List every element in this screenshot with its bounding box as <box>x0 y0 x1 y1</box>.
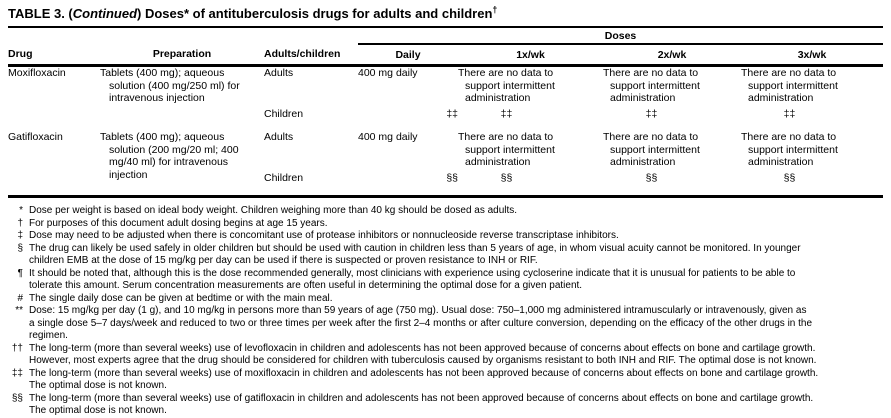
footnote-double-dagger-dagger <box>8 343 883 368</box>
children-label: Children <box>264 171 304 184</box>
footnote-asterisk <box>8 205 883 218</box>
footnote-marker: ** <box>15 305 23 316</box>
footnote-symbol: ‡‡ <box>500 107 513 120</box>
children-2x-footnote-symbol <box>603 169 741 197</box>
footnote-marker: †† <box>11 342 23 354</box>
footnote-marker: § <box>17 242 23 254</box>
footnote-double-asterisk <box>8 305 883 343</box>
children-3x-footnote-symbol <box>741 105 883 132</box>
no-data-text: There are no data to support intermittent administration <box>603 131 700 168</box>
children-daily-footnote-symbol: ‡‡ <box>446 107 458 120</box>
no-data-text: There are no data to support intermittent administration <box>458 131 555 168</box>
column-header-2x-wk: 2x/wk <box>603 44 741 66</box>
footnote-symbol: §§ <box>500 171 513 184</box>
footnote-text: For purposes of this document adult dosing begins at age 15 years. <box>29 217 328 229</box>
doses-table <box>8 30 883 198</box>
footnote-text: The long-term (more than several weeks) use of moxifloxacin in children and adolescents has not been approved because of concerns about effects on bone and cartilage growth. The optimal dose is not known. <box>29 367 819 391</box>
no-data-text: There are no data to support intermittent administration <box>603 67 700 104</box>
footnote-marker: † <box>17 217 23 229</box>
column-header-drug: Drug <box>8 44 100 66</box>
table-title <box>8 4 883 28</box>
no-data-text: There are no data to support intermittent administration <box>741 131 838 168</box>
footnote-symbol: ‡‡ <box>645 107 658 120</box>
title-text-part1: TABLE 3. ( <box>8 6 73 21</box>
daily-dose-value: 400 mg daily <box>358 67 418 79</box>
dose-1x-wk-cell <box>458 131 603 169</box>
children-label: Children <box>264 107 304 120</box>
preparation-text: Tablets (400 mg); aqueous solution (200 mg/20 ml; 400 mg/40 ml) for intravenous injection <box>100 131 239 181</box>
footnote-symbol: §§ <box>645 171 658 184</box>
title-dagger-superscript: † <box>492 4 498 15</box>
dose-3x-wk-cell <box>741 66 883 105</box>
group-header-spacer <box>8 30 358 44</box>
no-data-text: There are no data to support intermittent administration <box>458 67 555 104</box>
title-continued-label: Continued <box>72 6 138 21</box>
footnote-pilcrow <box>8 268 883 293</box>
title-text-part3: ) Doses* of antituberculosis drugs for adults and children <box>137 6 493 21</box>
column-header-daily: Daily <box>358 44 458 66</box>
table-row-moxifloxacin-adults <box>8 66 883 105</box>
column-header-3x-wk: 3x/wk <box>741 44 883 66</box>
dose-2x-wk-cell <box>603 131 741 169</box>
footnote-dagger <box>8 218 883 231</box>
drug-name: Moxifloxacin <box>8 67 66 79</box>
dose-3x-wk-cell <box>741 131 883 169</box>
footnote-symbol: §§ <box>783 171 796 184</box>
footnote-marker: ¶ <box>17 267 23 279</box>
footnote-marker: ‡‡ <box>11 367 23 379</box>
footnote-text: Dose: 15 mg/kg per day (1 g), and 10 mg/kg in persons more than 59 years of age (750 mg). Usual dose: 750–1,000 mg administered intramuscularly or intravenously, given as a single dose 5–7 days/week and reduced to two or three times per week after the first 2–4 months or after culture conversion, depending on the efficacy of the other drugs in the regimen. <box>29 305 813 341</box>
drug-name: Gatifloxacin <box>8 131 63 143</box>
footnote-section-sign <box>8 243 883 268</box>
children-2x-footnote-symbol <box>603 105 741 132</box>
footnote-text: The drug can likely be used safely in older children but should be used with caution in children less than 5 years of age, in whom visual acuity cannot be monitored. In younger children EMB at the dose of 15 mg/kg per day can be used if there is suspected or proven resistance to INH or RIF. <box>29 242 801 266</box>
footnotes-section <box>8 205 883 418</box>
group-header-row <box>8 30 883 44</box>
footnote-text: Dose per weight is based on ideal body weight. Children weighing more than 40 kg should be dosed as adults. <box>29 205 518 216</box>
footnote-double-dagger <box>8 230 883 243</box>
footnote-marker: # <box>17 292 23 304</box>
column-header-adults-children: Adults/children <box>264 44 358 66</box>
footnote-marker: §§ <box>11 392 23 404</box>
adults-label: Adults <box>264 131 294 143</box>
footnote-text: The single daily dose can be given at bedtime or with the main meal. <box>29 292 333 304</box>
footnote-double-double-dagger <box>8 368 883 393</box>
column-header-1x-wk: 1x/wk <box>458 44 603 66</box>
dose-1x-wk-cell <box>458 66 603 105</box>
table-row-gatifloxacin-adults <box>8 131 883 169</box>
doses-group-header: Doses <box>358 30 883 44</box>
footnote-double-section-sign <box>8 393 883 418</box>
footnote-text: It should be noted that, although this is the dose recommended generally, most clinicians with experience using cycloserine indicate that it is unusual for patients to be able to tolerate this amount. Serum concentration measurements are often useful in determining the optimal dose for a given patient. <box>29 267 796 291</box>
children-daily-footnote-symbol: §§ <box>446 171 458 184</box>
preparation-cell <box>100 131 264 197</box>
footnote-marker: * <box>19 205 23 216</box>
footnote-text: Dose may need to be adjusted when there is concomitant use of protease inhibitors or nonnucleoside reverse transcriptase inhibitors. <box>29 230 619 241</box>
preparation-text: Tablets (400 mg); aqueous solution (400 mg/250 ml) for intravenous injection <box>100 67 240 104</box>
daily-dose-value: 400 mg daily <box>358 131 418 143</box>
column-header-preparation: Preparation <box>100 44 264 66</box>
children-3x-footnote-symbol <box>741 169 883 197</box>
preparation-cell <box>100 66 264 132</box>
children-1x-footnote-symbol <box>458 169 603 197</box>
dose-2x-wk-cell <box>603 66 741 105</box>
footnote-hash <box>8 293 883 306</box>
footnote-marker: ‡ <box>17 230 23 241</box>
footnote-text: The long-term (more than several weeks) use of levofloxacin in children and adolescents has not been approved because of concerns about effects on bone and cartilage growth. However, most experts agree that the drug should be considered for children with tuberculosis caused by organisms resistant to both INH and RIF. The optimal dose is not known. <box>29 342 817 366</box>
column-header-row <box>8 44 883 66</box>
children-1x-footnote-symbol <box>458 105 603 132</box>
footnote-symbol: ‡‡ <box>783 107 796 120</box>
no-data-text: There are no data to support intermittent administration <box>741 67 838 104</box>
adults-label: Adults <box>264 67 294 79</box>
footnote-text: The long-term (more than several weeks) use of gatifloxacin in children and adolescents has not been approved because of concerns about effects on bone and cartilage growth. The optimal dose is not known. <box>29 392 814 416</box>
